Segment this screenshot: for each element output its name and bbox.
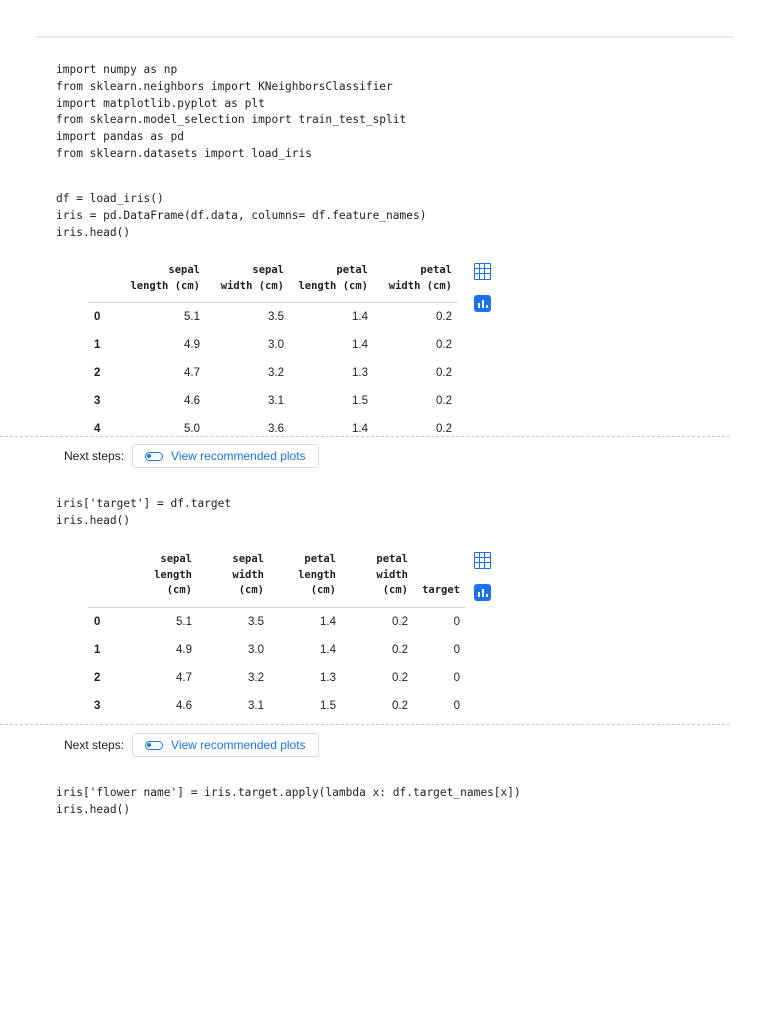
table-cell: 4.9	[184, 339, 200, 351]
table-cell: 1.3	[352, 367, 368, 379]
code-line: from sklearn.datasets import load_iris	[56, 146, 312, 160]
code-cell-imports[interactable]	[56, 62, 406, 163]
table-cell: 0.2	[436, 395, 452, 407]
code-line: from sklearn.neighbors import KNeighborsClassifier	[56, 79, 393, 93]
table-cell: 3.2	[268, 367, 284, 379]
table-cell: 1.4	[320, 615, 336, 628]
code-line: from sklearn.model_selection import train_test_split	[56, 113, 407, 127]
table-header-row	[88, 552, 466, 607]
top-divider	[36, 36, 733, 38]
code-cell-load-iris[interactable]	[56, 191, 426, 241]
column-header: petal width (cm)	[374, 263, 458, 303]
column-header: sepal width (cm)	[206, 263, 290, 303]
index-header	[88, 552, 118, 607]
table-icon[interactable]	[474, 263, 491, 280]
table-row	[88, 664, 466, 692]
table-cell: 3.0	[248, 643, 264, 656]
table-cell: 0.2	[392, 643, 408, 656]
table-cell: 4.7	[184, 367, 200, 379]
index-header	[88, 263, 118, 303]
row-index: 4	[94, 423, 101, 435]
table-cell: 1.4	[352, 339, 368, 351]
row-index: 1	[94, 339, 101, 351]
table-cell: 5.0	[184, 423, 200, 435]
output-divider	[0, 436, 730, 437]
code-line: import matplotlib.pyplot as plt	[56, 96, 265, 110]
toggle-icon	[145, 452, 163, 461]
table-cell: 5.1	[184, 311, 200, 323]
view-recommended-plots-button[interactable]	[132, 444, 319, 468]
column-header: sepal length (cm)	[118, 263, 206, 303]
output-divider	[0, 724, 730, 725]
table-cell: 0.2	[436, 423, 452, 435]
column-header: target	[414, 552, 466, 607]
bar-chart-icon[interactable]	[474, 295, 491, 312]
table-cell: 1.4	[352, 423, 368, 435]
table-cell: 3.6	[268, 423, 284, 435]
table-cell: 3.5	[248, 615, 264, 628]
table-row	[88, 607, 466, 636]
table-row	[88, 303, 458, 332]
code-cell-target[interactable]	[56, 496, 231, 530]
table-cell: 1.3	[320, 671, 336, 684]
table-cell: 1.5	[352, 395, 368, 407]
code-line: iris = pd.DataFrame(df.data, columns= df.feature_names)	[56, 208, 427, 222]
view-recommended-plots-button[interactable]	[132, 733, 319, 757]
table-row	[88, 331, 458, 359]
row-index: 2	[94, 671, 101, 684]
code-line: df = load_iris()	[56, 192, 164, 205]
button-label: View recommended plots	[171, 738, 306, 752]
table-cell: 4.6	[184, 395, 200, 407]
row-index: 3	[94, 699, 101, 712]
table-cell: 0.2	[436, 339, 452, 351]
next-steps-bar	[64, 733, 319, 757]
row-index: 2	[94, 367, 101, 379]
table-cell: 3.2	[248, 671, 264, 684]
next-steps-label: Next steps:	[64, 449, 125, 463]
next-steps-bar	[64, 444, 319, 468]
table-cell: 0	[453, 643, 460, 656]
dataframe-output-2	[88, 552, 466, 720]
table-cell: 4.9	[176, 643, 192, 656]
table-row	[88, 636, 466, 664]
table-cell: 4.6	[176, 699, 192, 712]
table-cell: 3.1	[268, 395, 284, 407]
row-index: 1	[94, 643, 101, 656]
table-cell: 3.1	[248, 699, 264, 712]
table-cell: 0.2	[436, 367, 452, 379]
bar-chart-icon[interactable]	[474, 584, 491, 601]
next-steps-label: Next steps:	[64, 738, 125, 752]
table-cell: 0	[453, 615, 460, 628]
table-cell: 0.2	[392, 615, 408, 628]
table-cell: 0.2	[392, 699, 408, 712]
code-cell-flower-name[interactable]	[56, 785, 521, 819]
table-row	[88, 415, 458, 443]
row-index: 3	[94, 395, 101, 407]
table-cell: 1.4	[352, 311, 368, 323]
table-cell: 0.2	[392, 671, 408, 684]
table-cell: 3.0	[268, 339, 284, 351]
code-line: import pandas as pd	[56, 130, 184, 144]
table-cell: 5.1	[176, 615, 192, 628]
code-line: iris.head()	[56, 513, 131, 527]
column-header: sepal width (cm)	[198, 552, 270, 607]
table-row	[88, 692, 466, 720]
table-row	[88, 387, 458, 415]
code-line: iris['target'] = df.target	[56, 497, 232, 510]
column-header: petal width (cm)	[342, 552, 414, 607]
row-index: 0	[94, 311, 101, 323]
code-line: import numpy as np	[56, 63, 178, 76]
table-header-row	[88, 263, 458, 303]
button-label: View recommended plots	[171, 449, 306, 463]
table-cell: 0.2	[436, 311, 452, 323]
table-cell: 3.5	[268, 311, 284, 323]
code-line: iris.head()	[56, 225, 131, 239]
toggle-icon	[145, 741, 163, 750]
dataframe-output-1	[88, 263, 458, 443]
table-cell: 1.4	[320, 643, 336, 656]
table-cell: 4.7	[176, 671, 192, 684]
code-line: iris.head()	[56, 802, 131, 816]
table-cell: 0	[453, 699, 460, 712]
column-header: petal length (cm)	[290, 263, 374, 303]
table-cell: 0	[453, 671, 460, 684]
row-index: 0	[94, 615, 101, 628]
code-line: iris['flower name'] = iris.target.apply(lambda x: df.target_names[x])	[56, 786, 521, 799]
column-header: petal length (cm)	[270, 552, 342, 607]
table-cell: 1.5	[320, 699, 336, 712]
table-icon[interactable]	[474, 552, 491, 569]
column-header: sepal length (cm)	[118, 552, 198, 607]
table-row	[88, 359, 458, 387]
